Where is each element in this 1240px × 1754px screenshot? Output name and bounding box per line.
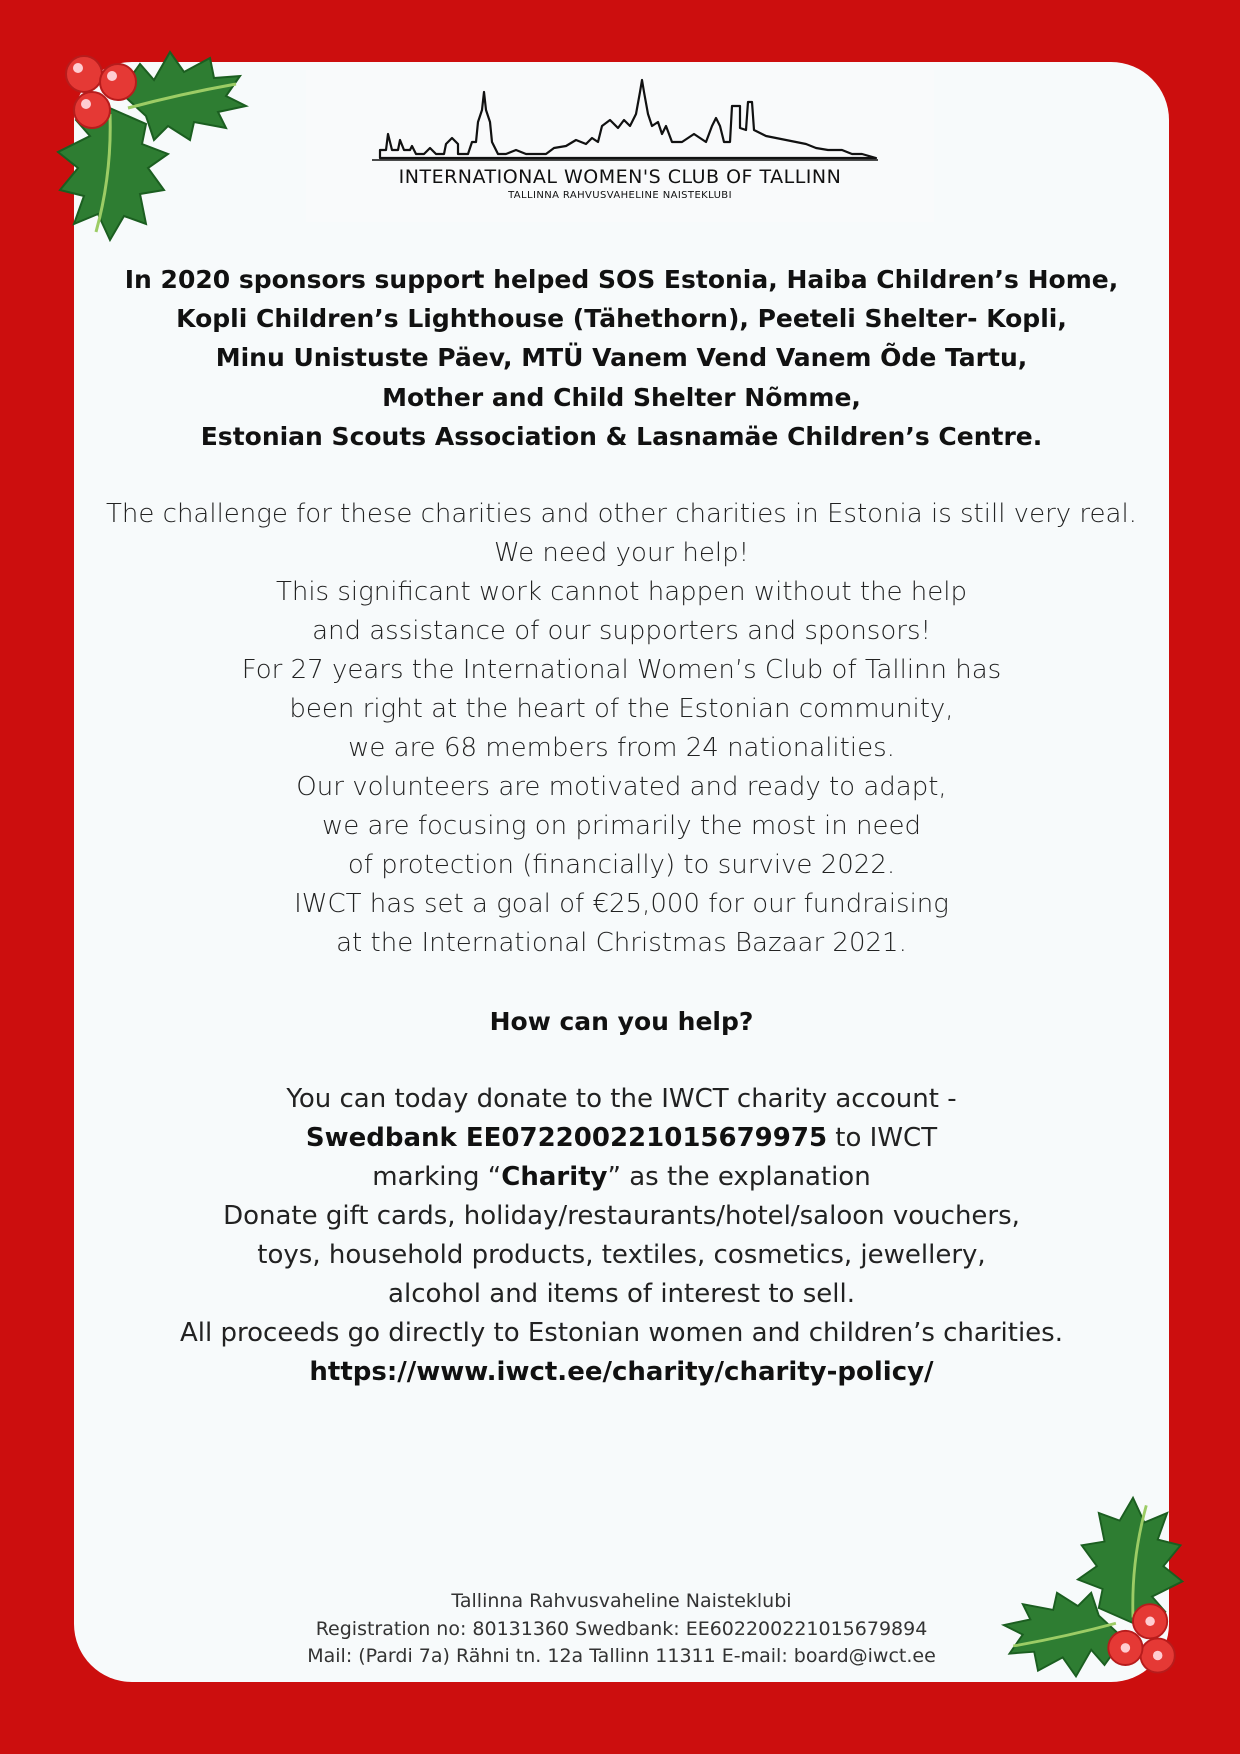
charity-policy-link[interactable]: https://www.iwct.ee/charity/charity-policy/ xyxy=(309,1357,934,1387)
body-line: and assistance of our supporters and sponsors! xyxy=(312,616,931,646)
footer-registration: Registration no: 80131360 Swedbank: EE602200221015679894 xyxy=(315,1617,928,1640)
body-line: of protection (financially) to survive 2022. xyxy=(347,850,896,880)
holly-icon xyxy=(50,44,250,244)
footer-contact[interactable]: Mail: (Pardi 7a) Rähni tn. 12a Tallinn 11311 E-mail: board@iwct.ee xyxy=(307,1645,936,1667)
marking-line xyxy=(74,1158,1169,1197)
donate-intro: You can today donate to the IWCT charity account - xyxy=(286,1084,957,1114)
headline-line: In 2020 sponsors support helped SOS Estonia, Haiba Children’s Home, xyxy=(124,265,1119,294)
donate-line: alcohol and items of interest to sell. xyxy=(388,1279,855,1309)
account-recipient: to IWCT xyxy=(827,1123,938,1153)
body-line: we are focusing on primarily the most in need xyxy=(321,811,921,841)
body-line: we are 68 members from 24 nationalities. xyxy=(348,733,895,763)
donate-line: Donate gift cards, holiday/restaurants/hotel/saloon vouchers, xyxy=(223,1201,1020,1231)
body-line: This significant work cannot happen without the help xyxy=(275,577,968,607)
logo-subtitle: TALLINNA RAHVUSVAHELINE NAISTEKLUBI xyxy=(508,190,732,201)
logo-title: INTERNATIONAL WOMEN'S CLUB OF TALLINN xyxy=(398,166,842,188)
body-line: We need your help! xyxy=(493,538,750,568)
appeal-paragraph xyxy=(74,495,1169,963)
body-line: at the International Christmas Bazaar 2021. xyxy=(336,928,907,958)
body-line: been right at the heart of the Estonian community, xyxy=(289,694,954,724)
footer xyxy=(74,1588,1169,1671)
headline-line: Kopli Children’s Lighthouse (Tähethorn), Peeteli Shelter- Kopli, xyxy=(176,304,1067,334)
donate-line: toys, household products, textiles, cosmetics, jewellery, xyxy=(257,1240,986,1270)
body-line: The challenge for these charities and other charities in Estonia is still very real. xyxy=(106,499,1137,529)
marking-keyword: Charity xyxy=(501,1162,608,1192)
body-line: Our volunteers are motivated and ready to adapt, xyxy=(296,772,947,802)
donation-info xyxy=(74,1080,1169,1392)
account-number: Swedbank EE072200221015679975 xyxy=(305,1123,828,1153)
tallinn-skyline-icon xyxy=(306,70,934,170)
headline xyxy=(74,260,1169,456)
help-heading: How can you help? xyxy=(489,1007,754,1036)
marking-post: ” as the explanation xyxy=(607,1162,871,1192)
marking-pre: marking “ xyxy=(372,1162,502,1192)
account-line xyxy=(74,1119,1169,1158)
body-line: For 27 years the International Women’s Club of Tallinn has xyxy=(241,655,1002,685)
headline-line: Minu Unistuste Päev, MTÜ Vanem Vend Vanem Õde Tartu, xyxy=(215,343,1028,373)
body-line: IWCT has set a goal of €25,000 for our fundraising xyxy=(294,889,949,919)
footer-org-name: Tallinna Rahvusvaheline Naisteklubi xyxy=(451,1590,792,1612)
donate-line: All proceeds go directly to Estonian women and children’s charities. xyxy=(180,1318,1063,1348)
club-logo xyxy=(306,70,934,222)
headline-line: Mother and Child Shelter Nõmme, xyxy=(382,382,861,412)
headline-line: Estonian Scouts Association & Lasnamäe Children’s Centre. xyxy=(200,421,1043,451)
